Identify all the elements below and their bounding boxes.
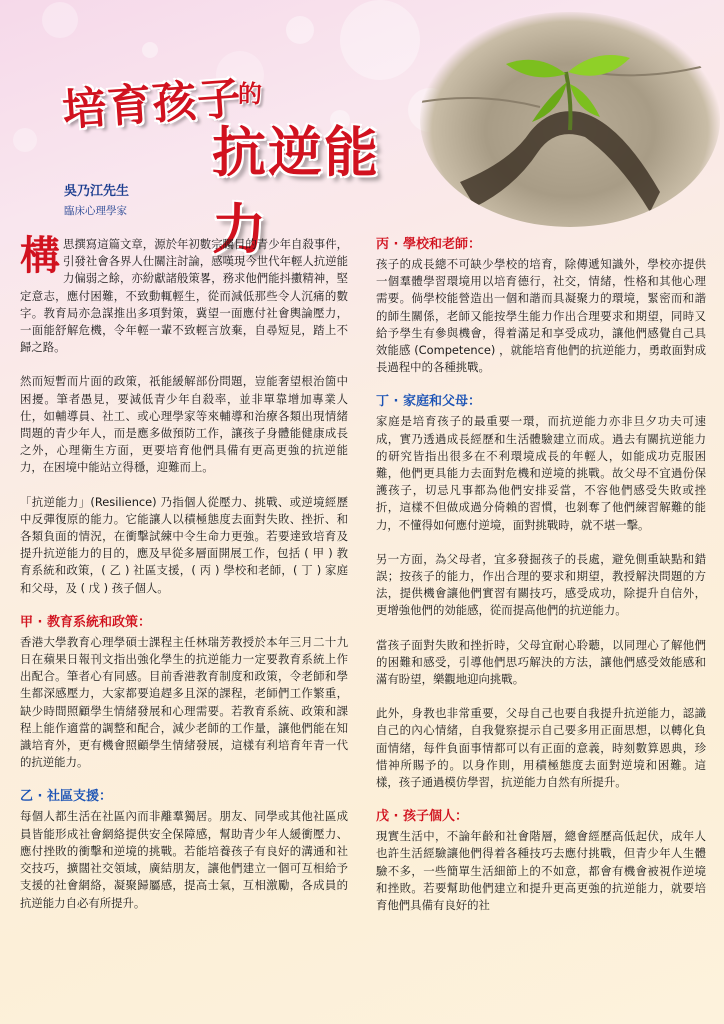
paragraph: 家庭是培育孩子的最重要一環，而抗逆能力亦非旦夕功夫可速成，實乃透過成長經歷和生活體驗建立而成。過去有關抗逆能力的研究皆指出很多在不利環境成長的年輕人，如能成功克服困難，他們更具能力去面對危機和逆境的挑戰。故父母不宜過份保護孩子，切忌凡事都為他們安排妥當，不容他們感受失敗或挫折，這樣不但做成過分倚賴的習慣，也剝奪了他們練習解難的能力，不懂得如何應付逆境，面對挑戰時，就不堪一擊。 [376,414,706,532]
paragraph: 當孩子面對失敗和挫折時，父母宜耐心聆聽，以同理心了解他們的困難和感受，引導他們思巧解決的方法，讓他們感受效能感和滿有盼望，樂觀地迎向挑戰。 [376,637,706,687]
right-column [376,236,706,931]
paragraph: 此外，身教也非常重要，父母自己也要自我提升抗逆能力，認識自己的內心情緒，自我覺察提示自己要多用正面思想，以轉化負面情緒，每件負面事情都可以有正面的意義，時刻數算恩典，珍惜神所賜予的。以身作則，用積極態度去面對逆境和困難。這樣，孩子通過模仿學習，抗逆能力自然有所提升。 [376,706,706,790]
seedling-photo [420,12,720,227]
title-particle: 的 [238,79,262,108]
paragraph: 孩子的成長總不可缺少學校的培育，除傳遞知識外，學校亦提供一個羣體學習環境用以培育德行，社交，情緒，性格和其他心理需要。倘學校能營造出一個和諧而具凝聚力的環境，緊密而和諧的師生關係，老師又能按學生能力作出合理要求和期望，同時又給予學生有參與機會，得着滿足和享受成功，讓他們感覺自己具效能感 (Competence) ，就能培育他們的抗逆能力，勇敢面對成長過程中的各種挑戰。 [376,257,706,375]
section-heading-yi: 乙 · 社區支援： [20,789,112,805]
paragraph: 現實生活中，不論年齡和社會階層，總會經歷高低起伏，成年人也許生活經驗讓他們得着各種技巧去應付挑戰，但青少年人生體驗不多，一些簡單生活細節上的不如意，都會有機會被視作逆境和挫敗。若要幫助他們建立和提升更高更強的抗逆能力，就要培育他們具備有良好的社 [376,829,706,913]
left-column [20,232,348,929]
section-heading-bing: 丙 · 學校和老師： [376,237,481,252]
section-heading-wu: 戊 · 孩子個人： [376,809,468,825]
author-role: 臨床心理學家 [64,205,127,217]
section-heading-jia: 甲 · 教育系統和政策： [20,614,151,630]
title-line-2: 抗逆能力 [212,120,380,261]
paragraph: 每個人都生活在社區內而非離羣獨居。朋友、同學或其他社區成員皆能形成社會網絡提供安全保障感，幫助青少年人緩衝壓力、應付挫敗的衝擊和逆境的挑戰。若能培養孩子有良好的溝通和社交技巧，擴闊社交領域，廣結朋友，讓他們建立一個可互相給予支援的社會網絡，凝聚歸屬感，提高士氣，互相激勵，各成員的抗逆能力自必有所提升。 [20,809,348,910]
paragraph: 「抗逆能力」(Resilience) 乃指個人從壓力、挑戰、或逆境經歷中反彈復原的能力。它能讓人以積極態度去面對失敗、挫折、和各類負面的情況，在衝擊試練中令生命力更強。若要達致培育及提升抗逆能力的目的，應及早從多層面開展工作，包括 ( 甲 ) 教育系統和政策，( 乙 ) 社區支援，( 丙 ) 學校和老師，( 丁 ) 家庭和父母，及 ( 戊 ) 孩子個人。 [20,494,348,595]
intro-paragraph: 構思撰寫這篇文章，源於年初數宗矚目的青少年自殺事件，引發社會各界人仕關注討論，感嘆現今世代年輕人抗逆能力偏弱之餘，亦紛獻諸般策畧，務求他們能抖擻精神，堅定意志，應付困難，不致動輒輕生，從而減低那些令人沉痛的數字。教育局亦急謀推出多項對策，冀望一面應付社會輿論壓力，一面能舒解危機，令年輕一輩不致輕言放棄，自尋短見，踏上不歸之路。 [20,232,348,355]
paragraph: 另一方面，為父母者，宜多發掘孩子的長處，避免側重缺點和錯誤；按孩子的能力，作出合理的要求和期望，教授解決問題的方法，提供機會讓他們實習有關技巧，感受成功，除提升自信外，更增強他們的効能感，從而提高他們的抗逆能力。 [376,551,706,618]
section-heading-ding: 丁 · 家庭和父母： [376,394,481,410]
drop-cap: 構 [20,232,60,279]
title-line-1: 培育孩子 [60,72,244,137]
paragraph: 然而短暫而片面的政策，祇能緩解部份問題，豈能奢望根治箇中困擾。筆者愚見，要減低青少年自殺率，並非單靠增加專業人仕，如輔導員、社工、或心理學家等來輔導和治療各類出現情緒問題的青少年人，而是應多做預防工作，讓孩子身體能健康成長之外，心理衛生方面，更要培育他們具備有更高更強的抗逆能力，在困境中能站立得穩，迎難而上。 [20,374,348,475]
paragraph: 香港大學教育心理學碩士課程主任林瑞芳教授於本年三月二十九日在蘋果日報刊文指出強化學生的抗逆能力一定要教育系統上作出配合。筆者心有同感。目前香港教育制度和政策，令老師和學生都深感壓力，大家都要追趕多且深的課程，老師們工作繁重，缺少時間照顧學生情緒發展和心理需要。若教育系統、政策和課程上能作適當的調整和配合，減少老師的工作量，讓他們能在知識培育外，更有機會照顧學生情緒發展，這樣有利培育年青一代的抗逆能力。 [20,634,348,770]
author-name: 吳乃江先生 [64,184,130,199]
